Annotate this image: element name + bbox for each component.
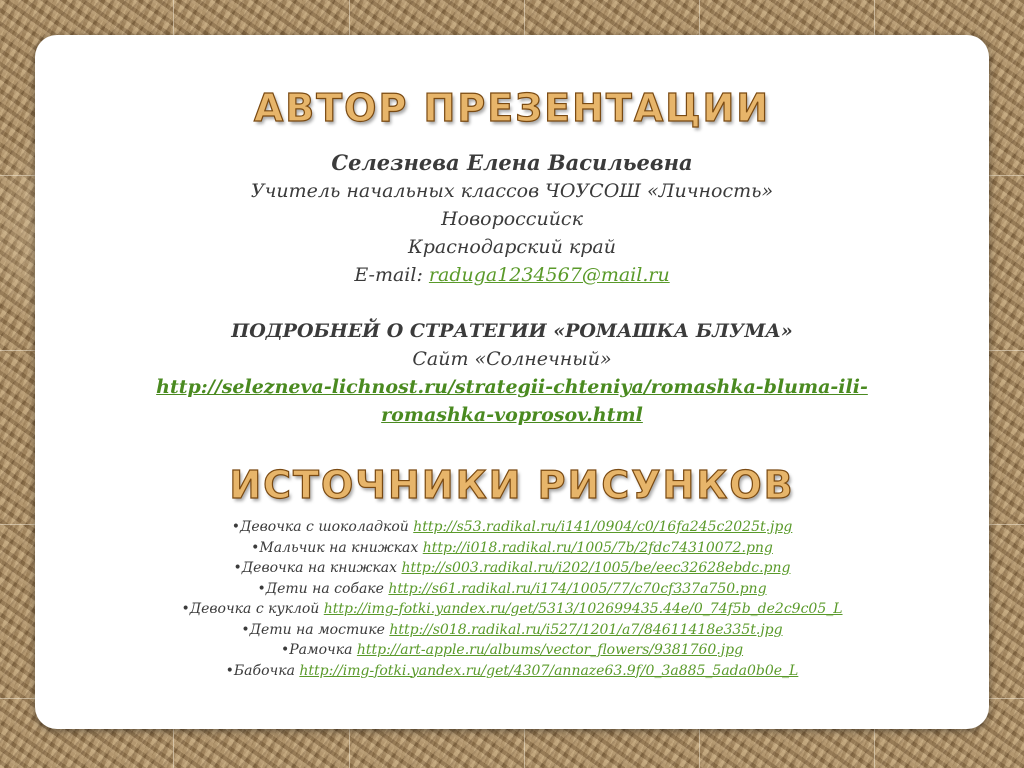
source-link[interactable]: http://art-apple.ru/albums/vector_flowers/9381760.jpg bbox=[356, 642, 744, 658]
author-city: Новороссийск bbox=[441, 208, 583, 230]
strategy-heading: ПОДРОБНЕЙ О СТРАТЕГИИ «РОМАШКА БЛУМА» bbox=[231, 320, 793, 342]
email-link[interactable]: raduga1234567@mail.ru bbox=[428, 264, 670, 286]
author-name: Селезнева Елена Васильевна bbox=[331, 150, 693, 175]
strategy-url-link[interactable]: http://selezneva-lichnost.ru/strategii-chteniya/romashka-bluma-ili-romashka-voprosov.html bbox=[156, 376, 868, 426]
strategy-block bbox=[35, 317, 989, 429]
source-link[interactable]: http://s003.radikal.ru/i202/1005/be/eec32628ebdc.png bbox=[401, 560, 791, 576]
source-label: •Мальчик на книжках bbox=[251, 539, 423, 556]
author-region: Краснодарский край bbox=[408, 236, 616, 258]
list-item bbox=[35, 640, 989, 661]
source-label: •Бабочка bbox=[225, 662, 300, 679]
list-item bbox=[35, 538, 989, 559]
source-label: •Дети на мостике bbox=[241, 621, 390, 638]
sources-heading: ИСТОЧНИКИ РИСУНКОВ bbox=[229, 463, 795, 507]
source-link[interactable]: http://i018.radikal.ru/1005/7b/2fdc74310072.png bbox=[422, 539, 773, 556]
source-label: •Девочка с куклой bbox=[181, 601, 324, 617]
source-link[interactable]: http://img-fotki.yandex.ru/get/5313/102699435.44e/0_74f5b_de2c9c05_L bbox=[323, 601, 843, 617]
strategy-site-name: Сайт «Солнечный» bbox=[412, 348, 612, 370]
author-email-row bbox=[35, 261, 989, 289]
source-link[interactable]: http://img-fotki.yandex.ru/get/4307/annaze63.9f/0_3a885_5ada0b0e_L bbox=[299, 662, 799, 679]
slide-card bbox=[35, 35, 989, 729]
source-label: •Девочка с шоколадкой bbox=[231, 519, 414, 535]
source-label: •Дети на собаке bbox=[257, 580, 389, 597]
list-item bbox=[35, 579, 989, 600]
source-link[interactable]: http://s53.radikal.ru/i141/0904/c0/16fa245c2025t.jpg bbox=[413, 519, 793, 535]
image-sources-list bbox=[35, 517, 989, 681]
source-link[interactable]: http://s61.radikal.ru/i174/1005/77/c70cf337a750.png bbox=[388, 580, 767, 597]
source-label: •Рамочка bbox=[280, 642, 357, 658]
list-item bbox=[35, 558, 989, 579]
source-label: •Девочка на книжках bbox=[233, 560, 402, 576]
list-item bbox=[35, 517, 989, 538]
source-link[interactable]: http://s018.radikal.ru/i527/1201/a7/84611418e335t.jpg bbox=[389, 621, 783, 638]
list-item bbox=[35, 661, 989, 682]
email-label: E-mail: bbox=[354, 264, 429, 286]
author-heading: АВТОР ПРЕЗЕНТАЦИИ bbox=[253, 86, 771, 130]
author-position: Учитель начальных классов ЧОУСОШ «Личность» bbox=[250, 180, 774, 202]
author-info bbox=[35, 149, 989, 289]
list-item bbox=[35, 620, 989, 641]
list-item bbox=[35, 599, 989, 620]
